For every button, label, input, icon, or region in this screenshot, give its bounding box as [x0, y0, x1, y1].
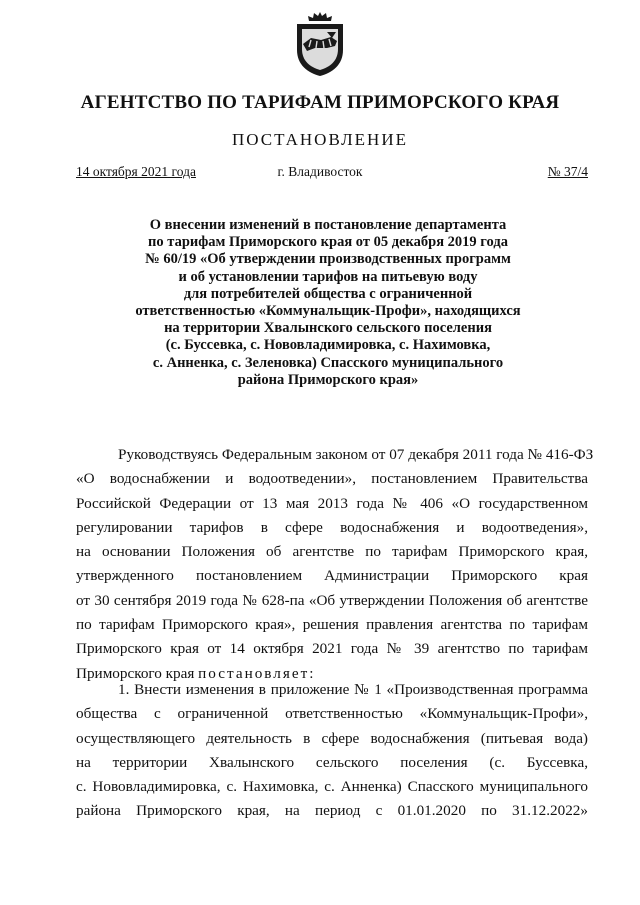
body-line: общества с ограниченной ответственностью «Коммунальщик-Профи»,	[76, 705, 588, 723]
subject-line: района Приморского края»	[237, 371, 419, 388]
body-line: с. Нововладимировка, с. Нахимовка, с. Анненка) Спасского муниципального	[76, 778, 588, 796]
body-line: 1. Внести изменения в приложение № 1 «Производственная программа	[118, 681, 588, 698]
body-line: на основании Положения об агентстве по тарифам Приморского края,	[76, 543, 588, 561]
agency-name: АГЕНТСТВО ПО ТАРИФАМ ПРИМОРСКОГО КРАЯ	[80, 92, 560, 113]
body-line: Российской Федерации от 13 мая 2013 года № 406 «О государственном	[76, 494, 588, 512]
subject-line: для потребителей общества с ограниченной	[183, 285, 473, 302]
tiger-shield-emblem	[291, 10, 349, 78]
subject-title	[96, 217, 560, 389]
coat-of-arms-icon	[291, 10, 349, 78]
preamble-paragraph	[76, 443, 594, 686]
item-1-paragraph	[76, 678, 588, 824]
subject-line: на территории Хвалынского сельского поселения	[164, 320, 492, 337]
body-line: Руководствуясь Федеральным законом от 07 декабря 2011 года № 416-ФЗ	[118, 446, 594, 463]
preamble-last-prefix: Приморского края	[76, 664, 195, 682]
document-type: ПОСТАНОВЛЕНИЕ	[231, 130, 408, 149]
resolves-word: постановляет:	[198, 664, 316, 682]
body-line: района Приморского края, на период с 01.01.2020 по 31.12.2022»	[76, 802, 588, 820]
body-line: по тарифам Приморского края», решения правления агентства по тарифам	[76, 616, 588, 634]
body-line: «О водоснабжении и водоотведении», постановлением Правительства	[76, 470, 588, 488]
body-line: Приморского края от 14 октября 2021 года № 39 агентство по тарифам	[76, 640, 588, 658]
document-number: № 37/4	[547, 164, 588, 179]
subject-line: № 60/19 «Об утверждении производственных программ	[145, 251, 511, 268]
subject-line: по тарифам Приморского края от 05 декабря 2019 года	[148, 234, 508, 251]
subject-line: с. Анненка, с. Зеленовка) Спасского муниципального	[152, 354, 504, 371]
subject-line: ответственностью «Коммунальщик-Профи», находящихся	[135, 303, 521, 320]
document-city: г. Владивосток	[277, 164, 363, 179]
subject-line: и об установлении тарифов на питьевую воду	[178, 268, 478, 285]
body-line: регулировании тарифов в сфере водоснабжения и водоотведения»,	[76, 518, 588, 536]
document-date: 14 октября 2021 года	[76, 164, 196, 179]
body-line: на территории Хвалынского сельского поселения (с. Буссевка,	[76, 753, 588, 771]
body-line: осуществляющего деятельность в сфере водоснабжения (питьевая вода)	[76, 729, 588, 747]
body-line: утвержденного постановлением Администрации Приморского края	[76, 567, 588, 585]
body-line: от 30 сентября 2019 года № 628-па «Об утверждении Положения об агентстве	[76, 591, 588, 609]
subject-line: О внесении изменений в постановление департамента	[149, 217, 507, 233]
subject-line: (с. Буссевка, с. Нововладимировка, с. Нахимовка,	[165, 337, 491, 354]
